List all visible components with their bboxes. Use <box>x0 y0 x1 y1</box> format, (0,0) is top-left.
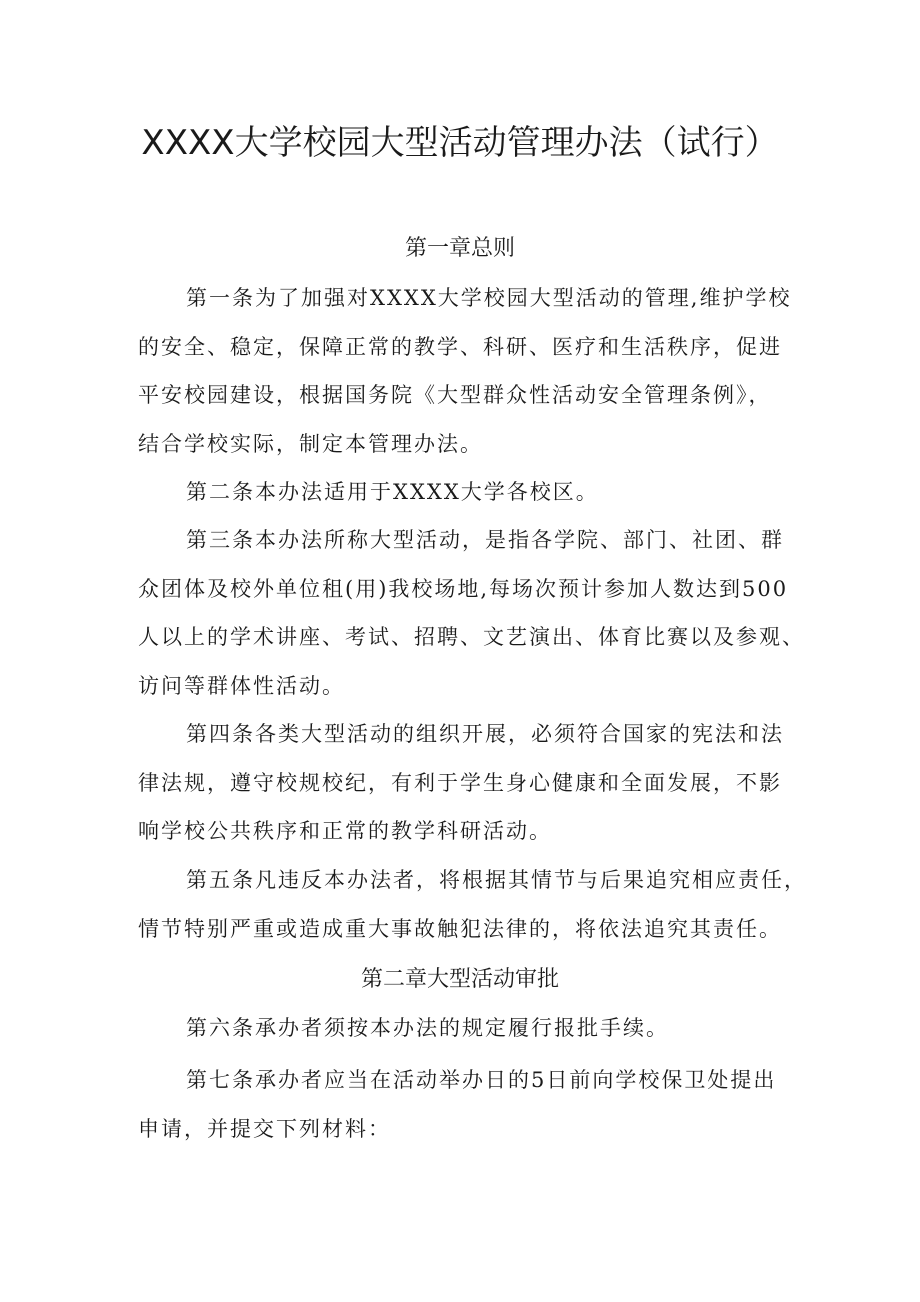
article-4-line-2: 律法规，遵守校规校纪，有利于学生身心健康和全面发展，不影 <box>138 770 782 795</box>
article-1 <box>138 274 798 468</box>
chapter-2-heading: 第二章大型活动审批 <box>360 967 559 992</box>
article-4 <box>138 710 798 856</box>
article-6 <box>138 1004 798 1053</box>
article-1-line-1: 第一条为了加强对XXXX大学校园大型活动的管理,维护学校 <box>186 286 792 310</box>
article-1-line-3: 平安校园建设，根据国务院《大型群众性活动安全管理条例》， <box>138 383 772 408</box>
article-3-line-2: 众团体及校外单位租(用)我校场地,每场次预计参加人数达到500 <box>138 576 789 601</box>
article-1-line-4: 结合学校实际，制定本管理办法。 <box>138 431 483 456</box>
article-2-line-1: 第二条本办法适用于XXXX大学各校区。 <box>186 480 599 504</box>
article-4-line-1: 第四条各类大型活动的组织开展，必须符合国家的宪法和法 <box>186 722 784 746</box>
document-title: XXXX大学校园大型活动管理办法（试行） <box>141 123 779 163</box>
article-5 <box>138 856 807 953</box>
article-2 <box>138 468 798 517</box>
article-7 <box>138 1056 798 1153</box>
article-5-line-1: 第五条凡违反本办法者，将根据其情节与后果追究相应责任， <box>186 868 807 892</box>
article-3-line-4: 访问等群体性活动。 <box>138 673 345 698</box>
article-4-line-3: 响学校公共秩序和正常的教学科研活动。 <box>138 819 552 844</box>
chapter-1-heading: 第一章总则 <box>404 236 515 261</box>
article-3 <box>138 516 805 710</box>
article-7-line-2: 申请，并提交下列材料： <box>138 1116 391 1141</box>
article-3-line-1: 第三条本办法所称大型活动，是指各学院、部门、社团、群 <box>186 528 784 552</box>
article-5-line-2: 情节特别严重或造成重大事故触犯法律的，将依法追究其责任。 <box>138 916 782 941</box>
article-6-line-1: 第六条承办者须按本办法的规定履行报批手续。 <box>186 1016 669 1040</box>
article-3-line-3: 人以上的学术讲座、考试、招聘、文艺演出、体育比赛以及参观、 <box>138 625 805 650</box>
article-1-line-2: 的安全、稳定，保障正常的教学、科研、医疗和生活秩序，促进 <box>138 334 782 359</box>
article-7-line-1: 第七条承办者应当在活动举办日的5日前向学校保卫处提出 <box>186 1068 777 1092</box>
